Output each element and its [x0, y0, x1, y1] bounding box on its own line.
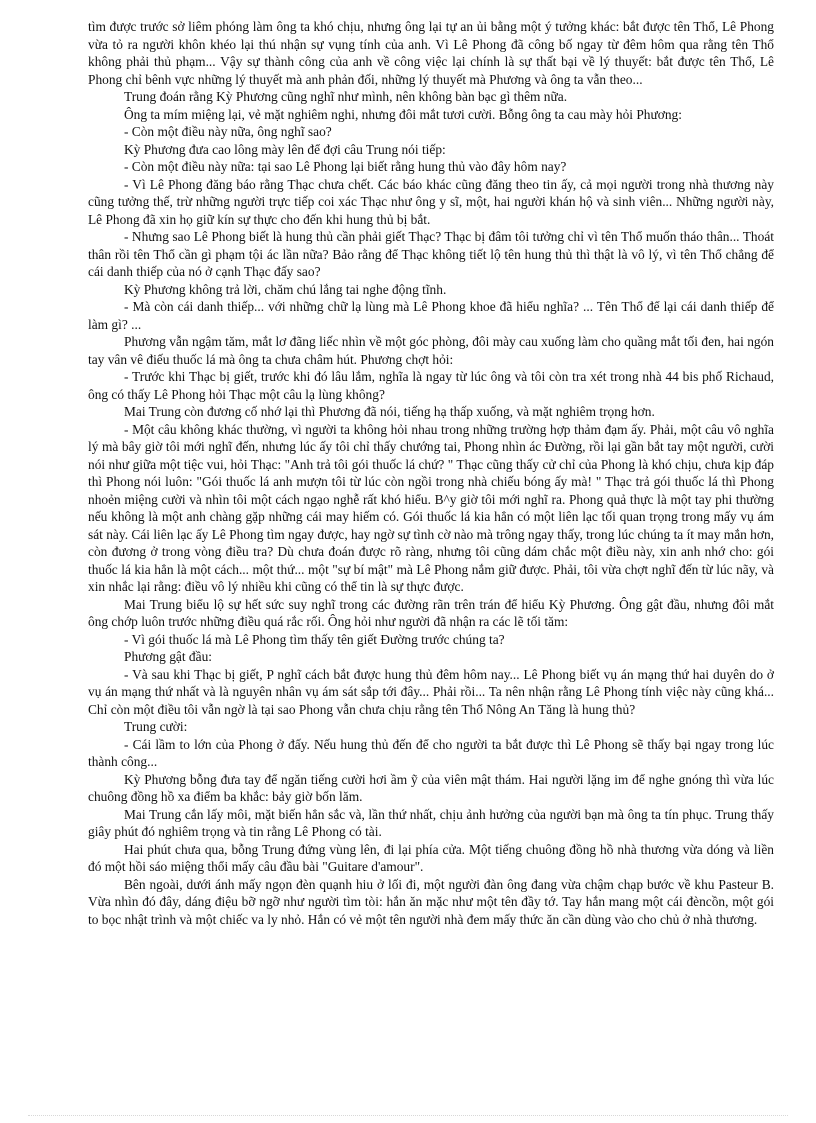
body-text [88, 18, 774, 928]
paragraph: Trung cười: [124, 719, 188, 734]
paragraph: - Mà còn cái danh thiếp... với những chữ lạ lùng mà Lê Phong khoe đã hiểu nghĩa? ... Tên Thổ để lại cái danh thiếp để làm gì? ... [88, 299, 774, 332]
paragraph: - Cái lầm to lớn của Phong ở đấy. Nếu hung thủ đến để cho người ta bắt được thì Lê Phong sẽ thấy bại ngay trong lúc thành công... [88, 736, 774, 769]
page-bottom-divider [28, 1115, 788, 1116]
paragraph: Bên ngoài, dưới ánh mấy ngọn đèn quạnh hiu ở lối đi, một người đàn ông đang vừa chậm chạp bước về khu Pasteur B. Vừa nhìn đó đây, dáng điệu bỡ ngỡ như người tìm tòi: hắn ăn mặc như một tên đầy tớ. Tay hắn mang một cái đèncồn, một gói to bọc nhật trình và một chiếc va ly nhỏ. Hắn có vẻ một tên người nhà đem mấy thức ăn cần dùng vào cho chủ ở nhà thương. [88, 876, 774, 927]
paragraph: Kỳ Phương đưa cao lông mày lên để đợi câu Trung nói tiếp: [124, 141, 446, 157]
paragraph: - Một câu không khác thường, vì người ta không hỏi nhau trong những trường hợp thảm đạm ấy. Phải, một câu vô nghĩa lý mà bây giờ tôi mới nghĩ đến, nhưng lúc ấy tôi chỉ thấy chướng tai, Phong nhìn ác Đường, rồi lại gần bắt tay một người, cười nói như giữa một tiệc vui, hỏi Thạc: "Anh trả tôi gói thuốc lá chứ? " Thạc cũng thấy cử chỉ của Phong là khó chịu, chưa kịp đáp thì Phong nói luôn: "Gói thuốc lá anh mượn tôi từ lúc còn ngồi trong nhà chiếu bóng ấy mà! " Thạc trả gói thuốc lá thì Phong nhoẻn miệng cười và nhìn tôi một cách ngạo nghễ rất khó hiểu. B^y giờ tôi mới nghĩ ra. Phong quả thực là một tay phi thường nếu không là một anh chàng gặp những cái may hiếm có. Gói thuốc lá kia hẳn có một liên lạc tối quan trọng trong mấy vụ ám sát này. Cái liên lạc ấy Lê Phong tìm ngay được, hay ngờ sự tình cờ nào mà trông ngay thấy, trong lúc chúng ta ít may mắn hơn, còn đương ở trong vòng điều tra? Dù chưa đoán được rõ ràng, nhưng tôi cũng dám chắc một điều này, xin anh nhớ cho: gói thuốc lá kia hẳn là một cách... một thứ... một "sự bí mật" mà Lê Phong nắm giữ được. Phải, tôi vừa chợt nghĩ đến từ lúc nãy, và xin nhắc lại rằng: điều vô lý nhiều khi cũng có thể tin là sự thực được. [88, 421, 774, 594]
paragraph: Ông ta mím miệng lại, vẻ mặt nghiêm nghi, nhưng đôi mắt tươi cười. Bỗng ông ta cau mày hỏi Phương: [124, 106, 682, 122]
paragraph: Kỳ Phương bỗng đưa tay để ngăn tiếng cười hơi ầm ỹ của viên mật thám. Hai người lặng im để nghe gnóng thì vừa lúc chuông đồng hồ xa điểm ba khắc: bảy giờ bốn lăm. [88, 771, 774, 804]
paragraph: Phương vẫn ngậm tăm, mắt lơ đãng liếc nhìn về một góc phòng, đôi mày cau xuống làm cho quầng mắt tối đen, hai ngón tay vân vê điếu thuốc lá mà ông ta chưa châm hút. Phương chợt hỏi: [88, 334, 774, 367]
paragraph: Mai Trung còn đương cố nhớ lại thì Phương đã nói, tiếng hạ thấp xuống, và mặt nghiêm trọng hơn. [124, 404, 655, 419]
paragraph: Mai Trung biểu lộ sự hết sức suy nghĩ trong các đường rãn trên trán để hiểu Kỳ Phương. Ông gật đầu, nhưng đôi mắt ông chớp luôn trước những điều quá rắc rối. Ông hỏi như người đã nhận ra các lẽ tối tăm: [88, 596, 774, 629]
paragraph: - Và sau khi Thạc bị giết, P nghĩ cách bắt được hung thủ đêm hôm nay... Lê Phong biết vụ án mạng thứ hai duyên do ở vụ án mạng thứ nhất và là nguyên nhân vụ ám sát sắp tới đây... Phải rồi... Ta nên nhận rằng Lê Phong tính việc này cũng khá... Chỉ còn một điều tôi vẫn ngờ là tại sao Phong vẫn chưa chịu rằng tên Thổ Nông An Tăng là hung thủ? [88, 666, 774, 717]
paragraph: tìm được trước sở liêm phóng làm ông ta khó chịu, nhưng ông lại tự an ủi bằng một ý tưởng khác: bắt được tên Thổ, Lê Phong vừa tỏ ra người khôn khéo lại thú nhận sự vụng tính của anh. Vì Lê Phong đã công bố ngay từ đêm hôm qua rằng tên Thổ không phải thủ phạm... Vậy sự thành công của anh về công việc lại chính là sự thất bại về lý thuyết: bắt được tên Thổ, Lê Phong chỉ bênh vực những lý thuyết mà anh phản đối, những lý thuyết mà Phương và ông ta vẫn theo... [88, 19, 774, 87]
paragraph: - Còn một điều này nữa, ông nghĩ sao? [124, 124, 332, 139]
paragraph: - Trước khi Thạc bị giết, trước khi đó lâu lắm, nghĩa là ngay từ lúc ông và tôi còn tra xét trong nhà 44 bis phố Richaud, ông có thấy Lê Phong hỏi Thạc một câu lạ lùng không? [88, 369, 774, 402]
paragraph: Phương gật đầu: [124, 649, 212, 664]
paragraph: Hai phút chưa qua, bỗng Trung đứng vùng lên, đi lại phía cửa. Một tiếng chuông đồng hồ nhà thương vừa dóng và liền đó một hồi sáo miệng thổi mấy câu đầu bài "Guitare d'amour". [88, 841, 774, 874]
paragraph: Trung đoán rằng Kỳ Phương cũng nghĩ như mình, nên không bàn bạc gì thêm nữa. [124, 89, 568, 104]
paragraph: - Vì gói thuốc lá mà Lê Phong tìm thấy tên giết Đường trước chúng ta? [124, 631, 505, 647]
paragraph: - Còn một điều này nữa: tại sao Lê Phong lại biết rằng hung thủ vào đây hôm nay? [124, 159, 567, 174]
paragraph: - Nhưng sao Lê Phong biết là hung thủ cần phải giết Thạc? Thạc bị đâm tôi tưởng chỉ vì tên Thổ muốn tháo thân... Thoát thân rồi tên Thổ cần gì phạm tội ác lần nữa? Bảo rằng để Thạc không tiết lộ tên hung thủ thì thật là vô lý, vì tên Thổ chẳng để cái danh thiếp của nó ở cạnh Thạc đấy sao? [88, 229, 774, 279]
paragraph: Kỳ Phương không trả lời, chăm chú lắng tai nghe động tĩnh. [124, 281, 447, 297]
paragraph: Mai Trung cắn lấy môi, mặt biến hẳn sắc và, lần thứ nhất, chịu ảnh hưởng của người bạn mà ông ta tín phục. Trung thấy giây phút đó nghiêm trọng và tin rằng Lê Phong có tài. [88, 806, 774, 839]
paragraph: - Vì Lê Phong đăng báo rằng Thạc chưa chết. Các báo khác cũng đăng theo tin ấy, cả mọi người trong nhà thương này cũng tưởng thế, trừ những người trực tiếp coi xác Thạc như ông y sĩ, một, hai người khán hộ và sinh viên... Những người này, Lê Phong đã xin họ giữ kín sự thực cho đến khi hung thủ bị bắt. [88, 176, 774, 227]
